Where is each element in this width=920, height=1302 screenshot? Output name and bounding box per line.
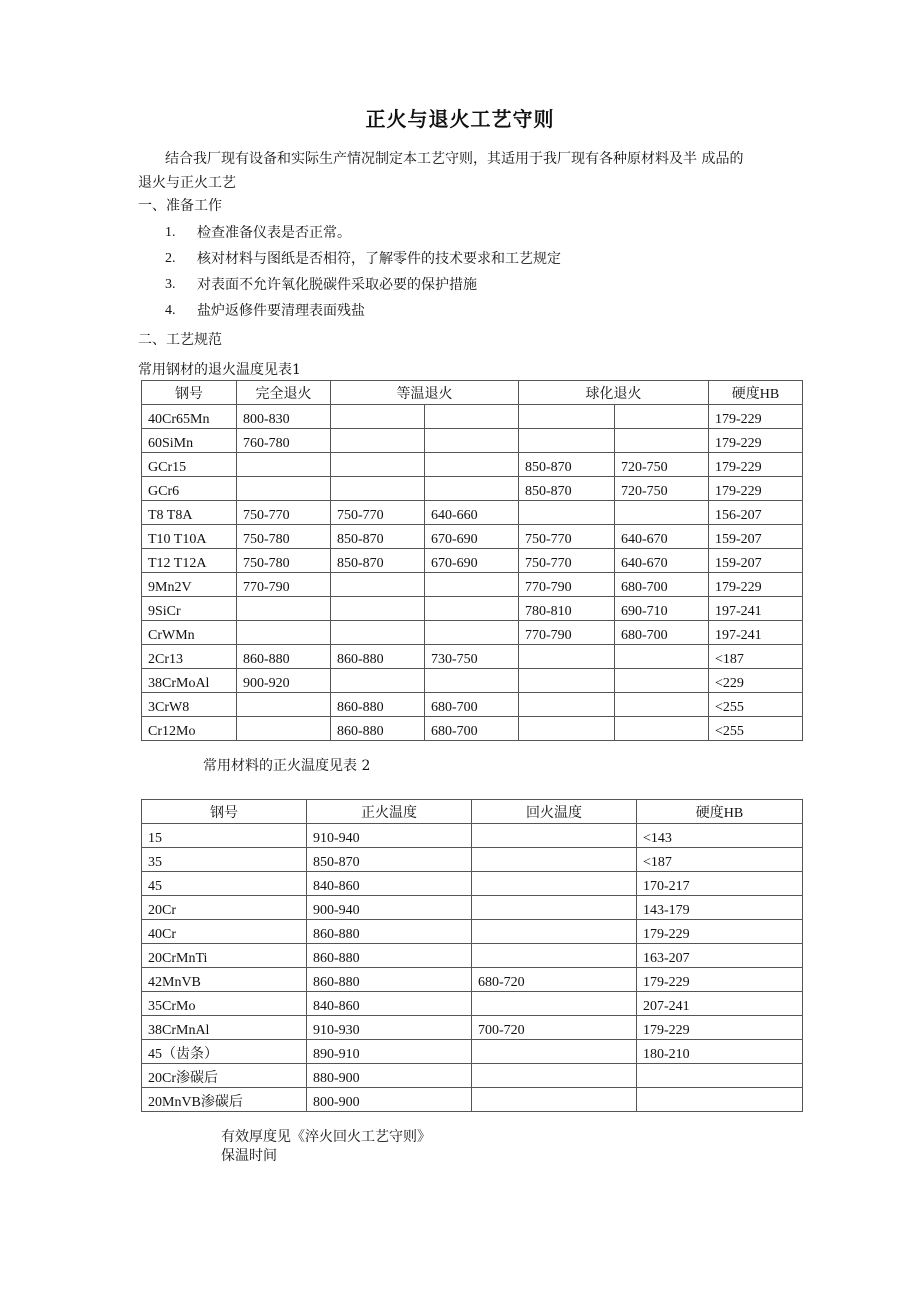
table-row xyxy=(142,717,803,741)
table-cell: GCr15 xyxy=(142,453,237,477)
table-cell xyxy=(615,693,709,717)
table-cell: 890-910 xyxy=(307,1040,472,1064)
table-cell: 800-830 xyxy=(237,405,331,429)
table-row xyxy=(142,501,803,525)
table-row xyxy=(142,669,803,693)
header-full-annealing: 完全退火 xyxy=(237,381,331,405)
table-cell: 179-229 xyxy=(709,477,803,501)
table-cell xyxy=(472,920,637,944)
table-cell xyxy=(425,429,519,453)
table-cell xyxy=(637,1088,803,1112)
table-cell: 179-229 xyxy=(637,920,803,944)
table-cell xyxy=(519,645,615,669)
table-row xyxy=(142,525,803,549)
table-cell xyxy=(237,477,331,501)
table-cell: 680-700 xyxy=(425,717,519,741)
table-cell xyxy=(331,429,425,453)
table-cell: 179-229 xyxy=(637,968,803,992)
list-item-number: 2. xyxy=(165,251,176,266)
normalizing-temperature-table xyxy=(141,799,803,1112)
header-spheroidizing-annealing: 球化退火 xyxy=(519,381,709,405)
table-row xyxy=(142,992,803,1016)
table-cell: 910-940 xyxy=(307,824,472,848)
table-cell: 680-720 xyxy=(472,968,637,992)
list-item-text: 对表面不允许氧化脱碳件采取必要的保护措施 xyxy=(197,277,477,293)
table-row xyxy=(142,944,803,968)
table-cell: 850-870 xyxy=(519,453,615,477)
table-cell xyxy=(472,1040,637,1064)
table-row xyxy=(142,693,803,717)
section-2-heading: 二、工艺规范 xyxy=(138,332,222,348)
table-row xyxy=(142,1016,803,1040)
table-cell xyxy=(331,597,425,621)
table-cell xyxy=(519,501,615,525)
header-steel: 钢号 xyxy=(142,381,237,405)
table-cell xyxy=(425,621,519,645)
table-cell: 860-880 xyxy=(331,693,425,717)
table-row xyxy=(142,645,803,669)
header-tempering-temp: 回火温度 xyxy=(472,800,637,824)
table-row xyxy=(142,920,803,944)
table-cell: 42MnVB xyxy=(142,968,307,992)
table-cell: 163-207 xyxy=(637,944,803,968)
footer-note-line-1: 有效厚度见《淬火回火工艺守则》 xyxy=(221,1129,431,1145)
table-row xyxy=(142,1088,803,1112)
table-cell xyxy=(472,944,637,968)
table-row xyxy=(142,477,803,501)
table-cell: 860-880 xyxy=(307,968,472,992)
table-cell: 38CrMoAl xyxy=(142,669,237,693)
table-cell: 680-700 xyxy=(615,573,709,597)
table-cell xyxy=(331,477,425,501)
table-cell: Cr12Mo xyxy=(142,717,237,741)
table-cell: <229 xyxy=(709,669,803,693)
table-cell: 640-670 xyxy=(615,549,709,573)
table-row xyxy=(142,896,803,920)
table-row xyxy=(142,872,803,896)
table-cell: 45（齿条） xyxy=(142,1040,307,1064)
table-cell: 770-790 xyxy=(519,621,615,645)
table-cell xyxy=(637,1064,803,1088)
table-cell: <255 xyxy=(709,693,803,717)
annealing-temperature-table xyxy=(141,380,803,741)
table-cell xyxy=(237,693,331,717)
table-cell: 179-229 xyxy=(709,453,803,477)
table-cell: 179-229 xyxy=(709,429,803,453)
table-row xyxy=(142,824,803,848)
list-item-text: 盐炉返修件要清理表面残盐 xyxy=(197,303,365,319)
table-cell xyxy=(472,1088,637,1112)
table-row xyxy=(142,429,803,453)
table-cell: 840-860 xyxy=(307,872,472,896)
table-cell: 156-207 xyxy=(709,501,803,525)
table-cell: 35 xyxy=(142,848,307,872)
table-cell xyxy=(615,501,709,525)
table-cell: 180-210 xyxy=(637,1040,803,1064)
table-cell: 640-660 xyxy=(425,501,519,525)
table-cell: 2Cr13 xyxy=(142,645,237,669)
table-cell: 840-860 xyxy=(307,992,472,1016)
table-cell: T8 T8A xyxy=(142,501,237,525)
table-cell: <187 xyxy=(637,848,803,872)
table-cell: 20CrMnTi xyxy=(142,944,307,968)
table-cell xyxy=(519,693,615,717)
table-cell: 20Cr xyxy=(142,896,307,920)
table-cell xyxy=(472,848,637,872)
table-cell xyxy=(472,992,637,1016)
table-cell xyxy=(331,621,425,645)
list-item-number: 3. xyxy=(165,277,176,292)
table-cell xyxy=(425,453,519,477)
table-cell: 159-207 xyxy=(709,549,803,573)
table-cell: 750-770 xyxy=(237,501,331,525)
table-cell xyxy=(331,669,425,693)
table-cell: 197-241 xyxy=(709,597,803,621)
table-cell: 15 xyxy=(142,824,307,848)
table-cell: 750-770 xyxy=(331,501,425,525)
table-cell: 159-207 xyxy=(709,525,803,549)
header-steel: 钢号 xyxy=(142,800,307,824)
table-cell xyxy=(331,573,425,597)
table-cell: 760-780 xyxy=(237,429,331,453)
header-hardness: 硬度HB xyxy=(637,800,803,824)
table-cell: 179-229 xyxy=(709,405,803,429)
table-cell xyxy=(425,597,519,621)
table-cell xyxy=(615,717,709,741)
table-cell xyxy=(519,717,615,741)
list-item-text: 核对材料与图纸是否相符，了解零件的技术要求和工艺规定 xyxy=(197,251,561,267)
table-cell: 720-750 xyxy=(615,477,709,501)
table-cell: 179-229 xyxy=(637,1016,803,1040)
table-cell: 197-241 xyxy=(709,621,803,645)
table-cell: 143-179 xyxy=(637,896,803,920)
table-cell: 700-720 xyxy=(472,1016,637,1040)
table-cell: 900-940 xyxy=(307,896,472,920)
table-cell: T12 T12A xyxy=(142,549,237,573)
table-cell xyxy=(425,573,519,597)
table-cell: 670-690 xyxy=(425,525,519,549)
table-2-caption: 常用材料的正火温度见表 2 xyxy=(203,758,371,774)
table-cell xyxy=(519,405,615,429)
table-cell: 750-770 xyxy=(519,549,615,573)
table-cell xyxy=(472,896,637,920)
table-cell xyxy=(519,429,615,453)
table-cell xyxy=(237,597,331,621)
table-cell: 860-880 xyxy=(237,645,331,669)
table-cell: 860-880 xyxy=(331,717,425,741)
table-cell: GCr6 xyxy=(142,477,237,501)
table-cell: 45 xyxy=(142,872,307,896)
table-row xyxy=(142,848,803,872)
table-row xyxy=(142,549,803,573)
table-cell xyxy=(331,453,425,477)
table-cell xyxy=(425,669,519,693)
table-cell: 35CrMo xyxy=(142,992,307,1016)
table-cell xyxy=(519,669,615,693)
table-cell: 770-790 xyxy=(237,573,331,597)
table-cell: 20Cr渗碳后 xyxy=(142,1064,307,1088)
table-row xyxy=(142,573,803,597)
table-cell: 179-229 xyxy=(709,573,803,597)
footer-note-line-2: 保温时间 xyxy=(221,1148,277,1164)
table-cell xyxy=(472,1064,637,1088)
table-cell xyxy=(237,717,331,741)
table-cell: <187 xyxy=(709,645,803,669)
table-row xyxy=(142,453,803,477)
table-cell: 40Cr xyxy=(142,920,307,944)
table-cell: CrWMn xyxy=(142,621,237,645)
table-cell: 170-217 xyxy=(637,872,803,896)
intro-paragraph-line-2: 退火与正火工艺 xyxy=(138,175,236,191)
table-cell xyxy=(331,405,425,429)
table-cell: 850-870 xyxy=(331,549,425,573)
table-row xyxy=(142,1064,803,1088)
table-1-caption: 常用钢材的退火温度见表1 xyxy=(138,362,301,378)
table-row xyxy=(142,621,803,645)
table-cell: 770-790 xyxy=(519,573,615,597)
table-cell: 750-770 xyxy=(519,525,615,549)
table-row xyxy=(142,968,803,992)
list-item-number: 4. xyxy=(165,303,176,318)
table-cell: 750-780 xyxy=(237,525,331,549)
table-cell: 850-870 xyxy=(331,525,425,549)
table-cell: T10 T10A xyxy=(142,525,237,549)
table-cell xyxy=(472,872,637,896)
table-cell: 60SiMn xyxy=(142,429,237,453)
table-row xyxy=(142,405,803,429)
table-cell: 640-670 xyxy=(615,525,709,549)
table-cell: 910-930 xyxy=(307,1016,472,1040)
list-item-number: 1. xyxy=(165,225,176,240)
document-title: 正火与退火工艺守则 xyxy=(365,107,555,131)
table-cell: 690-710 xyxy=(615,597,709,621)
table-cell: <255 xyxy=(709,717,803,741)
table-header-row xyxy=(142,800,803,824)
table-cell: 9Mn2V xyxy=(142,573,237,597)
table-cell: 207-241 xyxy=(637,992,803,1016)
table-cell xyxy=(425,405,519,429)
table-cell: 800-900 xyxy=(307,1088,472,1112)
section-1-heading: 一、准备工作 xyxy=(138,198,222,214)
table-cell: 670-690 xyxy=(425,549,519,573)
header-normalizing-temp: 正火温度 xyxy=(307,800,472,824)
table-cell: <143 xyxy=(637,824,803,848)
table-cell: 850-870 xyxy=(519,477,615,501)
table-cell xyxy=(615,429,709,453)
table-header-row xyxy=(142,381,803,405)
table-cell: 680-700 xyxy=(425,693,519,717)
table-cell: 860-880 xyxy=(307,920,472,944)
table-cell: 720-750 xyxy=(615,453,709,477)
table-cell: 20MnVB渗碳后 xyxy=(142,1088,307,1112)
table-cell: 40Cr65Mn xyxy=(142,405,237,429)
table-cell: 750-780 xyxy=(237,549,331,573)
table-cell: 900-920 xyxy=(237,669,331,693)
table-cell: 730-750 xyxy=(425,645,519,669)
table-cell: 780-810 xyxy=(519,597,615,621)
table-cell xyxy=(615,645,709,669)
table-cell xyxy=(472,824,637,848)
table-cell xyxy=(237,453,331,477)
table-cell xyxy=(615,669,709,693)
table-row xyxy=(142,597,803,621)
table-cell: 860-880 xyxy=(307,944,472,968)
table-cell xyxy=(425,477,519,501)
list-item-text: 检查准备仪表是否正常。 xyxy=(197,225,351,241)
table-cell: 38CrMnAl xyxy=(142,1016,307,1040)
table-cell: 860-880 xyxy=(331,645,425,669)
table-cell: 850-870 xyxy=(307,848,472,872)
table-cell: 680-700 xyxy=(615,621,709,645)
table-row xyxy=(142,1040,803,1064)
intro-paragraph-line-1: 结合我厂现有设备和实际生产情况制定本工艺守则，其适用于我厂现有各种原材料及半 成品的 xyxy=(165,151,744,167)
table-cell: 9SiCr xyxy=(142,597,237,621)
header-isothermal-annealing: 等温退火 xyxy=(331,381,519,405)
table-cell xyxy=(237,621,331,645)
header-hardness: 硬度HB xyxy=(709,381,803,405)
table-cell xyxy=(615,405,709,429)
table-cell: 880-900 xyxy=(307,1064,472,1088)
table-cell: 3CrW8 xyxy=(142,693,237,717)
